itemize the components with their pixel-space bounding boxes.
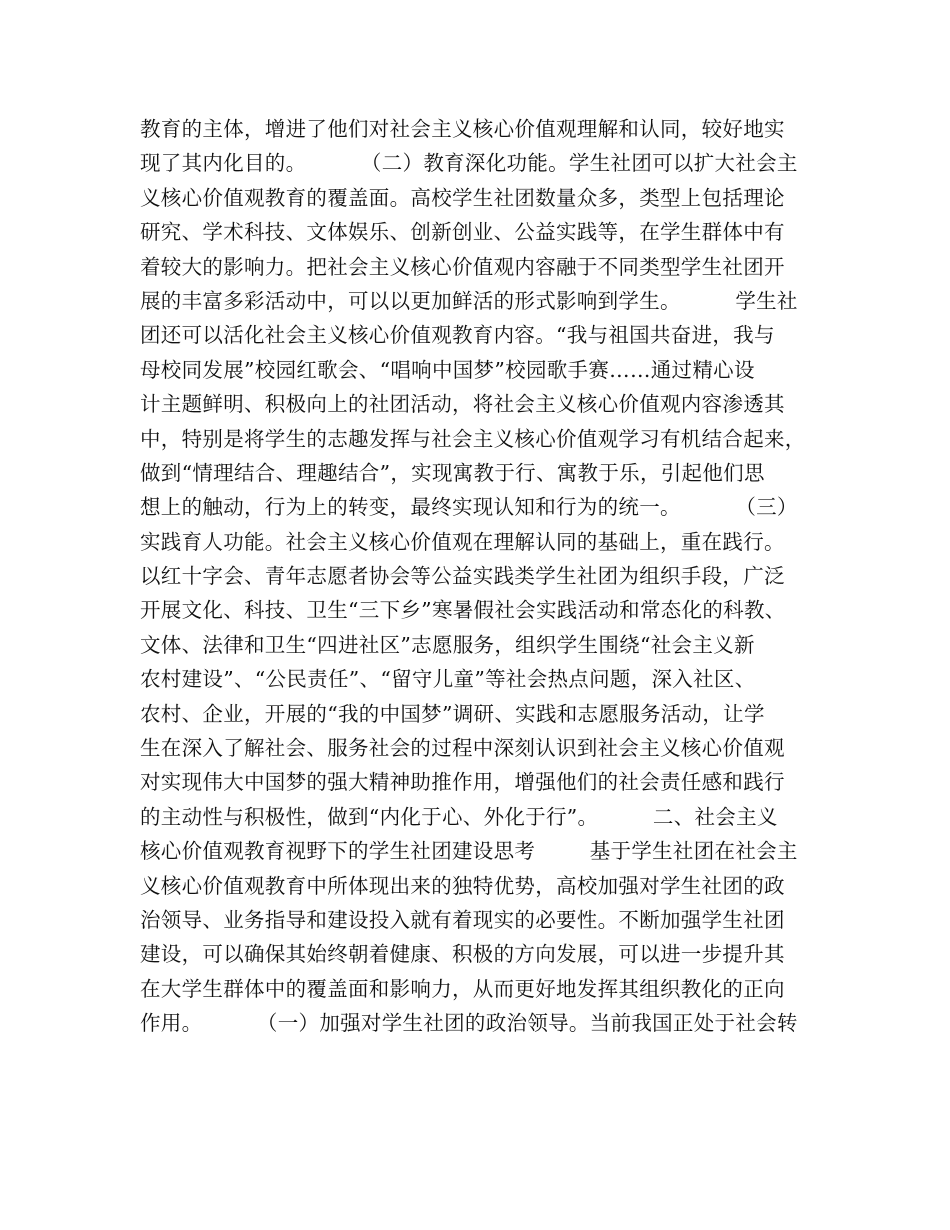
text-line: 着较大的影响力。把社会主义核心价值观内容融于不同类型学生社团开 <box>140 254 785 279</box>
text-line: 治领导、业务指导和建设投入就有着现实的必要性。不断加强学生社团 <box>140 907 785 932</box>
text-line: 研究、学术科技、文体娱乐、创新创业、公益实践等，在学生群体中有 <box>140 220 785 245</box>
text-line: 的主动性与积极性，做到“内化于心、外化于行”。 二、社会主义 <box>140 804 778 829</box>
text-line: 开展文化、科技、卫生“三下乡”寒暑假社会实践活动和常态化的科教、 <box>140 598 786 623</box>
text-line: 义核心价值观教育中所体现出来的独特优势，高校加强对学生社团的政 <box>140 873 785 898</box>
text-line: 农村、企业，开展的“我的中国梦”调研、实践和志愿服务活动，让学 <box>140 701 765 726</box>
text-line: 核心价值观教育视野下的学生社团建设思考 基于学生社团在社会主 <box>140 839 798 864</box>
text-line: 农村建设”、“公民责任”、“留守儿童”等社会热点问题，深入社区、 <box>140 667 756 692</box>
text-line: 实践育人功能。社会主义核心价值观在理解认同的基础上，重在践行。 <box>140 529 785 554</box>
text-line: 展的丰富多彩活动中，可以以更加鲜活的形式影响到学生。 学生社 <box>140 288 798 313</box>
text-line: 现了其内化目的。 （二）教育深化功能。学生社团可以扩大社会主 <box>140 151 798 176</box>
text-line: 以红十字会、青年志愿者协会等公益实践类学生社团为组织手段，广泛 <box>140 564 785 589</box>
text-line: 义核心价值观教育的覆盖面。高校学生社团数量众多，类型上包括理论 <box>140 185 785 210</box>
text-line: 想上的触动，行为上的转变，最终实现认知和行为的统一。 （三） <box>140 495 798 520</box>
body-text <box>140 112 830 1041</box>
text-line: 教育的主体，增进了他们对社会主义核心价值观理解和认同，较好地实 <box>140 117 785 141</box>
text-line: 做到“情理结合、理趣结合”，实现寓教于行、寓教于乐，引起他们思 <box>140 460 765 485</box>
text-line: 中，特别是将学生的志趣发挥与社会主义核心价值观学习有机结合起来， <box>140 426 806 451</box>
text-line: 文体、法律和卫生“四进社区”志愿服务，组织学生围绕“社会主义新 <box>140 632 755 657</box>
text-line: 母校同发展”校园红歌会、“唱响中国梦”校园歌手赛……通过精心设 <box>140 357 755 382</box>
text-line: 建设，可以确保其始终朝着健康、积极的方向发展，可以进一步提升其 <box>140 942 785 967</box>
text-line: 团还可以活化社会主义核心价值观教育内容。“我与祖国共奋进，我与 <box>140 323 775 348</box>
text-line: 对实现伟大中国梦的强大精神助推作用，增强他们的社会责任感和践行 <box>140 770 785 795</box>
text-line: 计主题鲜明、积极向上的社团活动，将社会主义核心价值观内容渗透其 <box>140 392 785 417</box>
text-line: 生在深入了解社会、服务社会的过程中深刻认识到社会主义核心价值观 <box>140 736 785 761</box>
text-line: 在大学生群体中的覆盖面和影响力，从而更好地发挥其组织教化的正向 <box>140 976 785 1001</box>
text-line: 作用。 （一）加强对学生社团的政治领导。当前我国正处于社会转 <box>140 1011 798 1036</box>
